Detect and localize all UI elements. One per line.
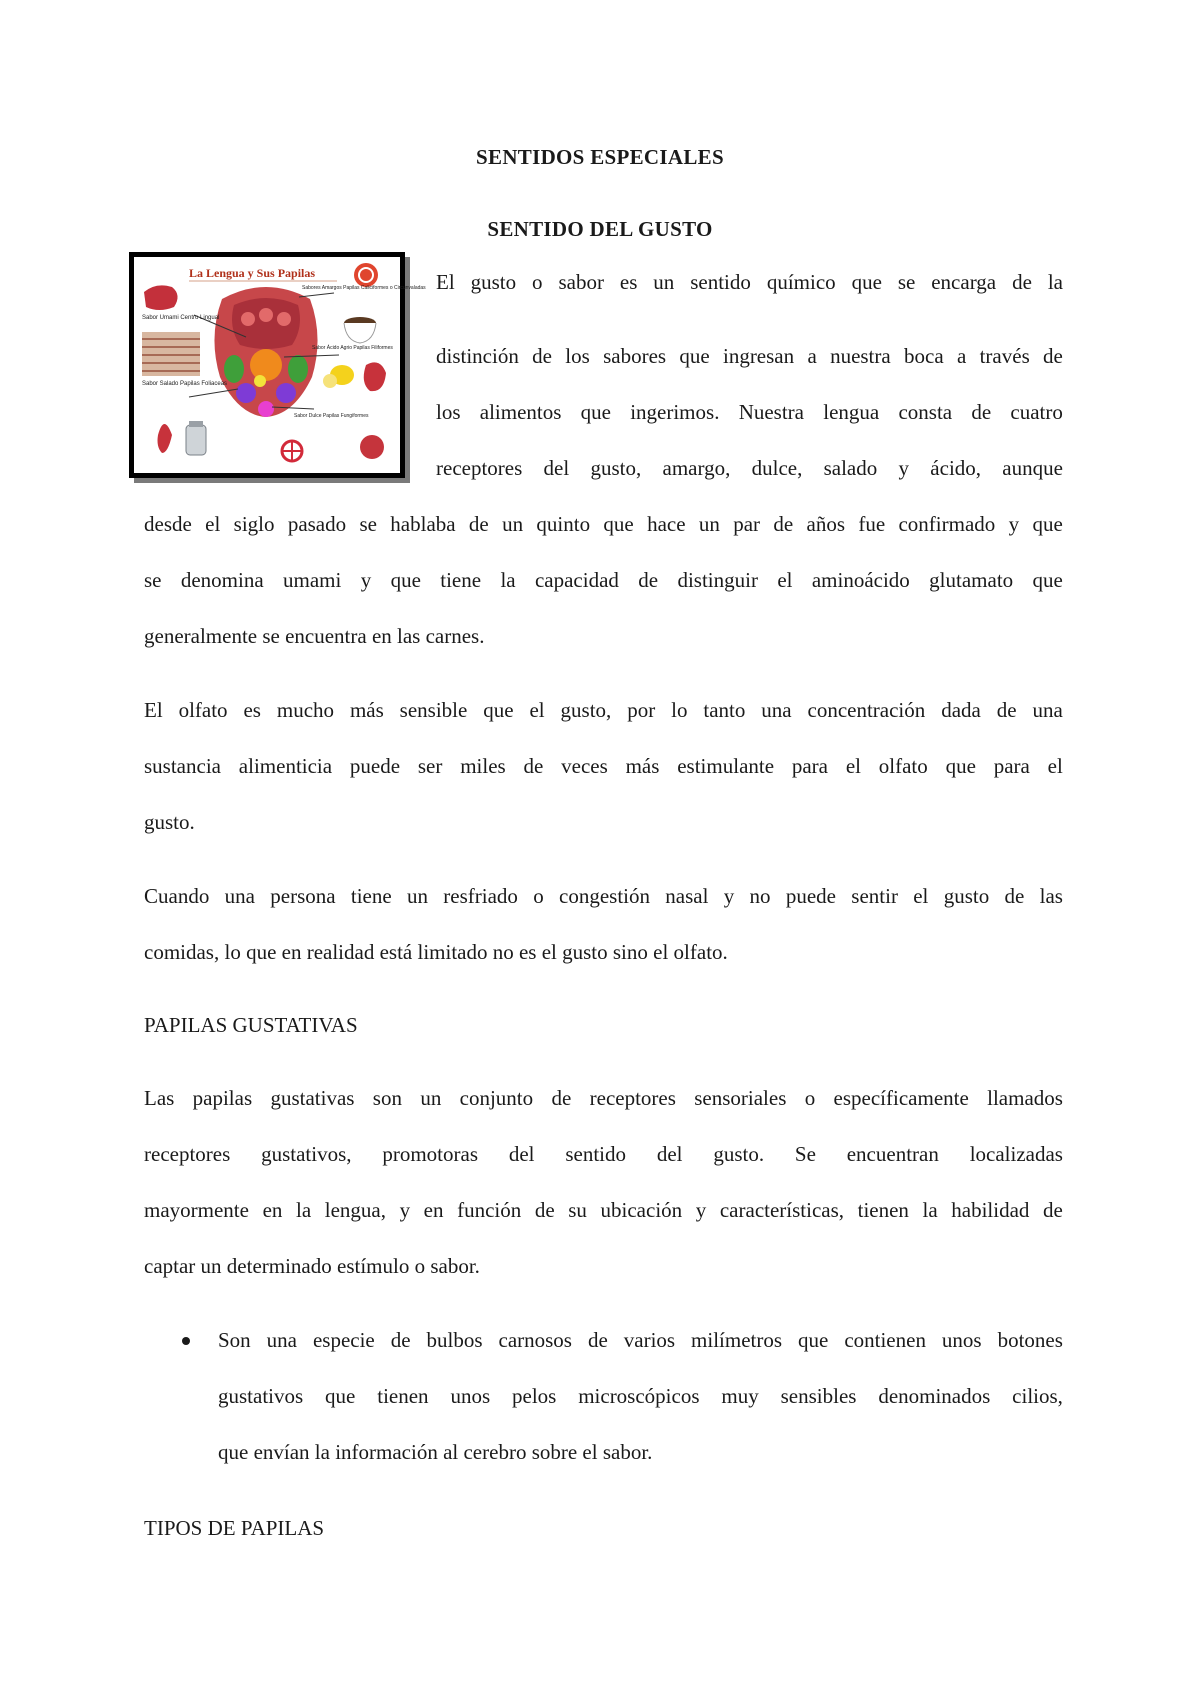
- label-umami: Sabor Umami Centro Lingual: [142, 315, 220, 321]
- document-subtitle: SENTIDO DEL GUSTO: [487, 217, 713, 241]
- p1-line-4: receptores del gusto, amargo, dulce, salado y ácido, aunque: [436, 456, 1063, 480]
- p4-line-1: Las papilas gustativas son un conjunto de receptores sensoriales o específicamente llamados: [144, 1086, 1063, 1110]
- p4-line-2: receptores gustativos, promotoras del sentido del gusto. Se encuentran localizadas: [144, 1142, 1063, 1166]
- tongue-papillae-figure: [129, 252, 426, 478]
- p1-line-1: El gusto o sabor es un sentido químico que se encarga de la: [436, 270, 1063, 294]
- p4-line-3: mayormente en la lengua, y en función de su ubicación y características, tienen la habilidad de: [144, 1198, 1063, 1222]
- bullet-line-1: Son una especie de bulbos carnosos de varios milímetros que contienen unos botones: [218, 1328, 1063, 1352]
- salt-shaker-icon: [186, 425, 206, 455]
- candy-icon: [354, 263, 378, 287]
- p1-line-5: desde el siglo pasado se hablaba de un quinto que hace un par de años fue confirmado y que: [144, 512, 1063, 536]
- p1-line-2: distinción de los sabores que ingresan a nuestra boca a través de: [436, 344, 1063, 368]
- label-salado: Sabor Salado Papilas Foliaceas: [142, 381, 228, 387]
- figure-heading: La Lengua y Sus Papilas: [189, 266, 316, 280]
- p3-line-1: Cuando una persona tiene un resfriado o congestión nasal y no puede sentir el gusto de las: [144, 884, 1063, 908]
- p1-line-7: generalmente se encuentra en las carnes.: [144, 624, 485, 648]
- section-heading-papilas-gustativas: PAPILAS GUSTATIVAS: [144, 1013, 358, 1037]
- p1-line-6: se denomina umami y que tiene la capacidad de distinguir el aminoácido glutamato que: [144, 568, 1063, 592]
- meat-icon: [144, 285, 178, 310]
- p2-line-1: El olfato es mucho más sensible que el gusto, por lo tanto una concentración dada de una: [144, 698, 1063, 722]
- label-amargo: Sabores Amargos Papilas Caliciformes o Circunvaladas: [302, 285, 426, 291]
- bullet-line-2: gustativos que tienen unos pelos microscópicos muy sensibles denominados cilios,: [218, 1384, 1063, 1408]
- p2-line-2: sustancia alimenticia puede ser miles de veces más estimulante para el olfato que para el: [144, 754, 1063, 778]
- tongue-diagram-image: [134, 257, 426, 473]
- apple-icon: [360, 435, 384, 459]
- label-acido: Sabor Ácido Agrio Papilas Filiformes: [312, 345, 393, 351]
- bullet-line-3: que envían la información al cerebro sobre el sabor.: [218, 1440, 653, 1464]
- p2-line-3: gusto.: [144, 810, 195, 834]
- bullet-icon: [182, 1337, 190, 1345]
- p3-line-2: comidas, lo que en realidad está limitado no es el gusto sino el olfato.: [144, 940, 728, 964]
- section-heading-tipos-de-papilas: TIPOS DE PAPILAS: [144, 1516, 325, 1540]
- p4-line-4: captar un determinado estímulo o sabor.: [144, 1254, 480, 1278]
- document-title: SENTIDOS ESPECIALES: [476, 145, 724, 169]
- label-dulce: Sabor Dulce Papilas Fungiformes: [294, 413, 369, 419]
- p1-line-3: los alimentos que ingerimos. Nuestra lengua consta de cuatro: [436, 400, 1063, 424]
